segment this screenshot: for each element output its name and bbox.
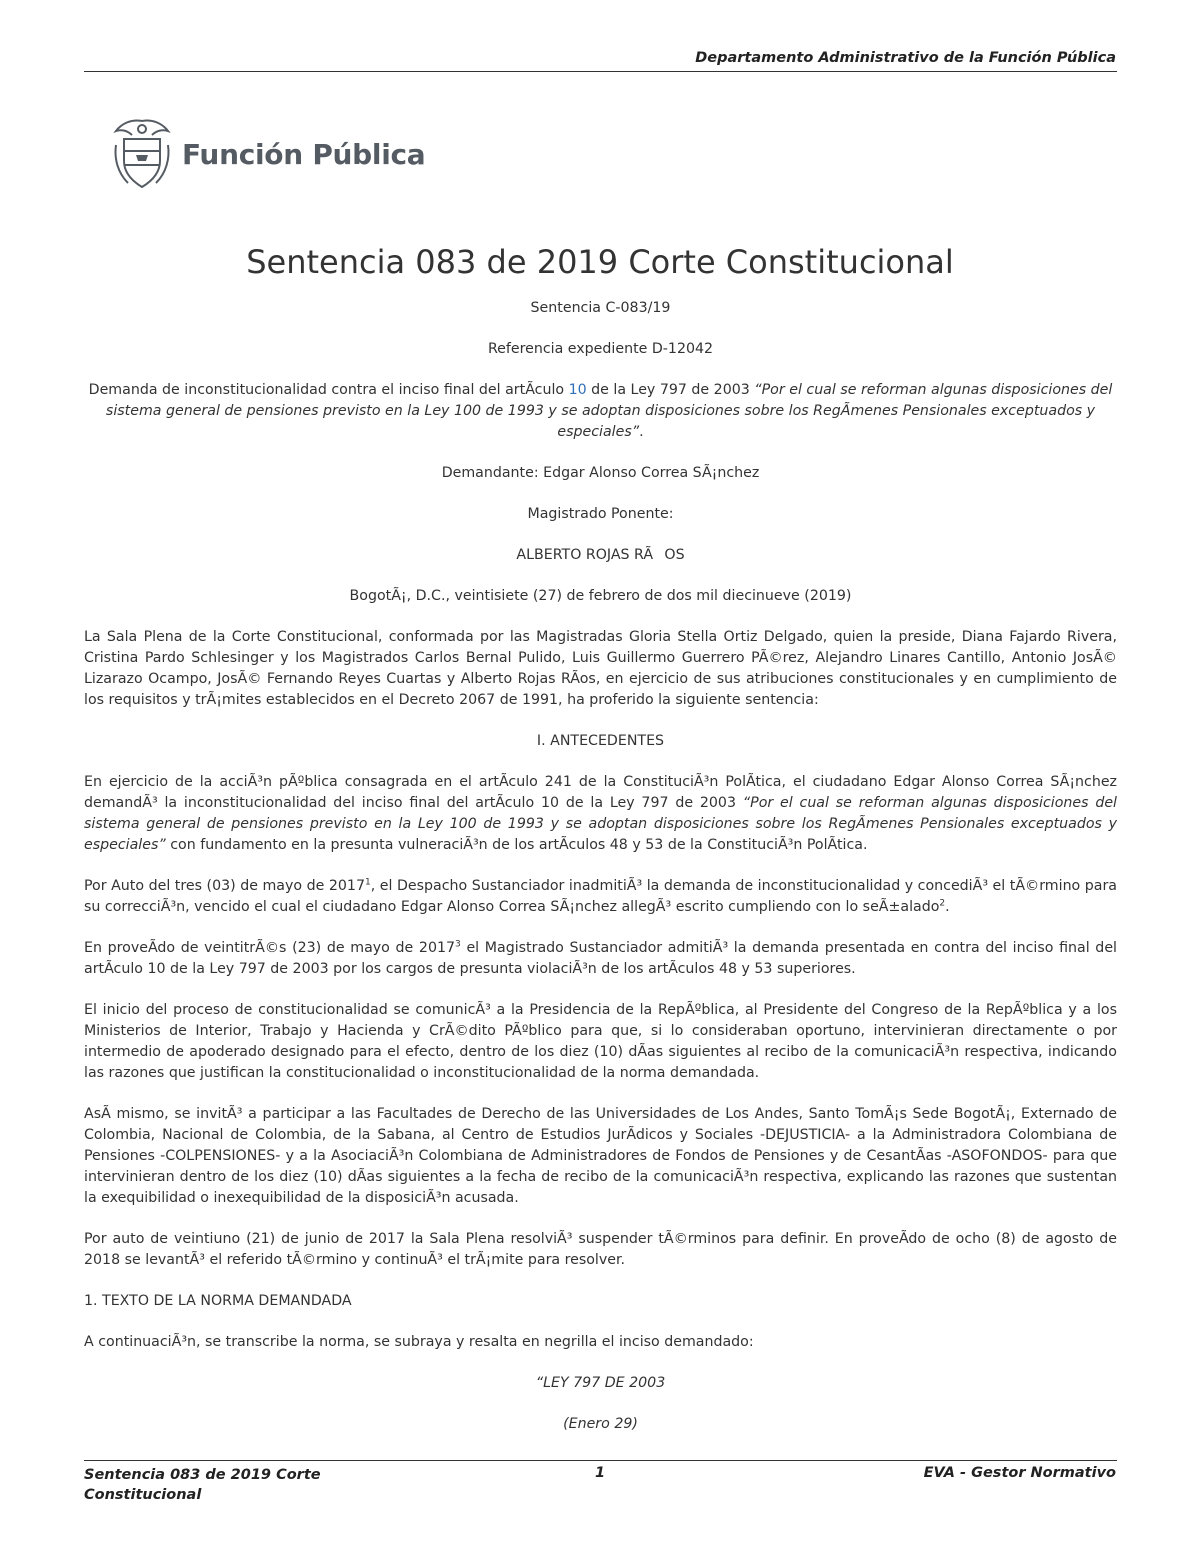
footnote-ref-1[interactable]: 1 [365, 877, 371, 888]
magistrado-label: Magistrado Ponente: [527, 506, 674, 522]
asi-mismo-paragraph: AsÃ mismo, se invitÃ³ a participar a las Facultades de Derecho de las Universidades de Los Andes, Santo TomÃ¡s Sede BogotÃ¡, Externado de Colombia, Nacional de Colombia, de la Sabana, al Centro de Estudios JurÃdicos y Sociales -DEJUSTICIA- a la Administradora Colombiana de Pensiones -COLPENSIONES- y a la AsociaciÃ³n Colombiana de Administradores de Fondos de Pensiones y de CesantÃas -ASOFONDOS- para que intervinieran dentro de los diez (10) dÃas siguientes a la fecha de recibo de la comunicaciÃ³n respectiva, explicando las razones que sustentan la exequibilidad o inexequibilidad de la disposiciÃ³n acusada. [84, 1106, 1117, 1206]
demanda-prefix: Demanda de inconstitucionalidad contra el inciso final del artÃculo [88, 382, 569, 398]
ejercicio-paragraph [84, 772, 1117, 856]
auto-paragraph [84, 876, 1117, 918]
continuacion-paragraph: A continuaciÃ³n, se transcribe la norma, se subraya y resalta en negrilla el inciso demandado: [84, 1334, 754, 1350]
ley-date-text: (Enero 29) [563, 1416, 638, 1432]
footnote-ref-3[interactable]: 3 [455, 939, 461, 950]
demanda-suffix: . [639, 424, 644, 440]
footer-document-title: Sentencia 083 de 2019 Corte Constitucional [84, 1467, 321, 1503]
footnote-ref-2[interactable]: 2 [939, 898, 946, 909]
auto-part1: Por Auto del tres (03) de mayo de 2017 [84, 878, 365, 894]
demanda-law-title: “Por el cual se reforman algunas disposiciones del sistema general de pensiones previsto en la Ley 100 de 1993 y se adoptan disposiciones sobre los RegÃmenes Pensionales exceptuados y especiales” [105, 382, 1113, 440]
texto-norma-heading: 1. TEXTO DE LA NORMA DEMANDADA [84, 1293, 352, 1309]
header-divider [84, 71, 1117, 72]
antecedentes-heading: I. ANTECEDENTES [536, 733, 665, 749]
logo [110, 114, 425, 194]
magistrado-name: ALBERTO ROJAS RÃOS [516, 547, 685, 563]
demanda-middle: de la Ley 797 de 2003 [586, 382, 755, 398]
ley-date [84, 1414, 1117, 1435]
footer-page-number: 1 [594, 1465, 606, 1481]
ejercicio-suffix: con fundamento en la presunta vulneraciÃ³n de los artÃculos 48 y 53 de la ConstituciÃ³n PolÃtica. [165, 837, 868, 853]
document-body [84, 298, 1117, 1455]
expediente-reference: Referencia expediente D-12042 [487, 341, 714, 357]
footer-divider [84, 1460, 1117, 1461]
ley-title-text: “LEY 797 DE 2003 [535, 1375, 666, 1391]
logo-text: Función Pública [182, 137, 426, 171]
demanda-description [84, 380, 1117, 443]
coat-of-arms-icon [110, 115, 174, 193]
demandante: Demandante: Edgar Alonso Correa SÃ¡nchez [441, 465, 760, 481]
ejercicio-prefix: En ejercicio de la acciÃ³n pÃºblica consagrada en el artÃculo 241 de la ConstituciÃ³n PolÃtica, el ciudadano Edgar Alonso Correa SÃ¡nchez demandÃ³ la inconstitucionalidad del inciso final del artÃculo 10 de la Ley 797 de 2003 [84, 774, 1117, 811]
proveido-paragraph [84, 938, 1117, 980]
fecha: BogotÃ¡, D.C., veintisiete (27) de febrero de dos mil diecinueve (2019) [349, 588, 852, 604]
page-title: Sentencia 083 de 2019 Corte Constitucional [246, 243, 954, 281]
veintiuno-paragraph: Por auto de veintiuno (21) de junio de 2017 la Sala Plena resolviÃ³ suspender tÃ©rminos para definir. En proveÃdo de ocho (8) de agosto de 2018 se levantÃ³ el referido tÃ©rmino y continuÃ³ el trÃ¡mite para resolver. [84, 1231, 1117, 1268]
ejercicio-law-title: “Por el cual se reforman algunas disposiciones del sistema general de pensiones previsto en la Ley 100 de 1993 y se adoptan disposiciones sobre los RegÃmenes Pensionales exceptuados y especiales” [84, 795, 1117, 853]
inicio-paragraph: El inicio del proceso de constitucionalidad se comunicÃ³ a la Presidencia de la RepÃºblica, al Presidente del Congreso de la RepÃºblica y a los Ministerios de Interior, Trabajo y Hacienda y CrÃ©dito PÃºblico para que, si lo consideraban oportuno, intervinieran directamente o por intermedio de apoderado designado para el efecto, dentro de los diez (10) dÃas siguientes al recibo de la comunicaciÃ³n respectiva, indicando las razones que justifican la constitucionalidad o inconstitucionalidad de la norma demandada. [84, 1002, 1117, 1081]
ley-title [84, 1373, 1117, 1394]
sentencia-number: Sentencia C-083/19 [530, 300, 671, 316]
footer-source: EVA - Gestor Normativo [923, 1465, 1116, 1481]
proveido-part1: En proveÃdo de veintitrÃ©s (23) de mayo de 2017 [84, 940, 456, 956]
articulo-link[interactable]: 10 [568, 382, 587, 398]
header-title: Departamento Administrativo de la Función Pública [695, 50, 1116, 66]
sala-plena-paragraph: La Sala Plena de la Corte Constitucional, conformada por las Magistradas Gloria Stella Ortiz Delgado, quien la preside, Diana Fajardo Rivera, Cristina Pardo Schlesinger y los Magistrados Carlos Bernal Pulido, Luis Guillermo Guerrero PÃ©rez, Alejandro Linares Cantillo, Antonio JosÃ© Lizarazo Ocampo, JosÃ© Fernando Reyes Cuartas y Alberto Rojas RÃos, en ejercicio de sus atribuciones constitucionales y en cumplimiento de los requisitos y trÃ¡mites establecidos en el Decreto 2067 de 1991, ha proferido la siguiente sentencia: [84, 629, 1117, 708]
auto-part2: , el Despacho Sustanciador inadmitiÃ³ la demanda de inconstitucionalidad y concediÃ³ el tÃ©rmino para su correcciÃ³n, vencido el cual el ciudadano Edgar Alonso Correa SÃ¡nchez allegÃ³ escrito cumpliendo con lo seÃ±alado [84, 878, 1118, 915]
auto-part3: . [945, 899, 950, 915]
proveido-part2: el Magistrado Sustanciador admitiÃ³ la demanda presentada en contra del inciso final del artÃculo 10 de la Ley 797 de 2003 por los cargos de presunta violaciÃ³n de los artÃculos 48 y 53 superiores. [84, 940, 1117, 977]
